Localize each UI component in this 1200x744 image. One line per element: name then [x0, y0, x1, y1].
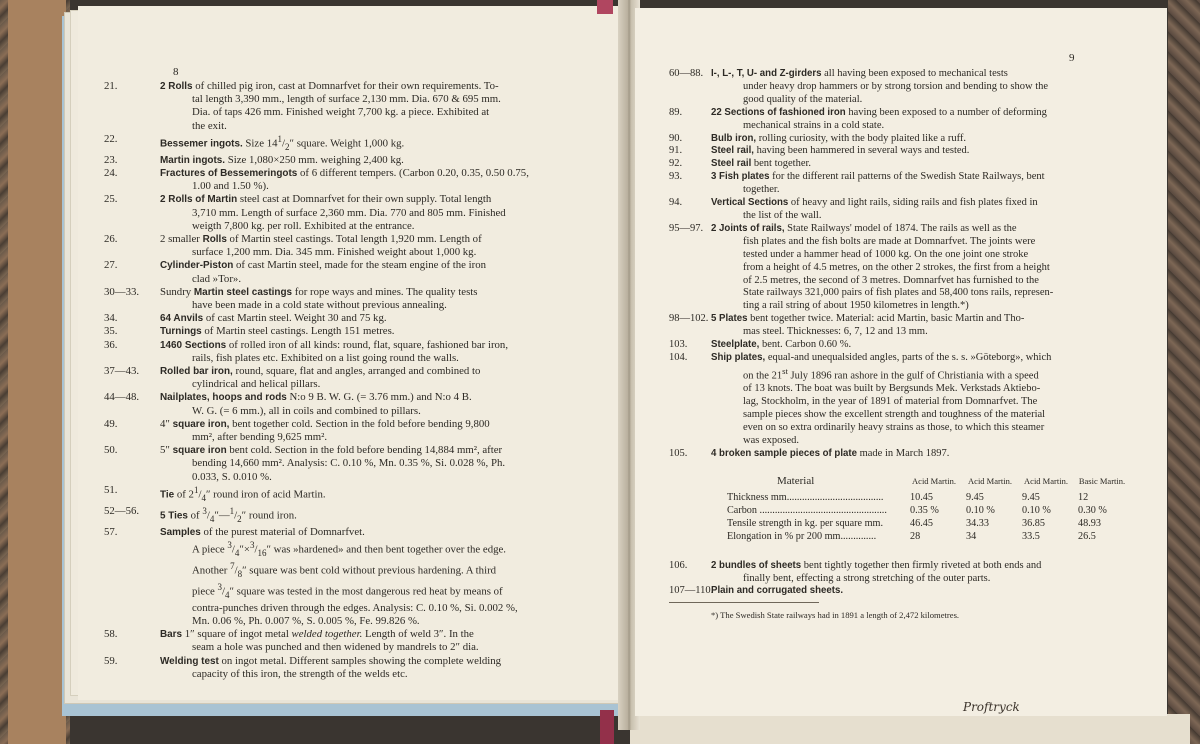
table-header-cell: Material [777, 474, 815, 487]
entry-text [711, 158, 1139, 171]
entry-line: 0.033, S. 0.010 %. [192, 470, 272, 483]
entry-text [160, 391, 607, 417]
entry-text [160, 154, 607, 167]
entry-line: 5″ square iron bent cold. Section in the fold before bending 14,884 mm², after [160, 444, 503, 457]
catalog-entry [104, 338, 607, 365]
entry-number: 26. [104, 232, 118, 245]
entry-text [160, 655, 607, 681]
table-cell: Thickness mm...................................... [727, 491, 884, 503]
entry-line: contra-punches driven through the edges. Analysis: C. 0.10 %, Si. 0.002 %, [192, 601, 518, 614]
entry-line: seam a hole was punched and then widened by mandrels to 2″ dia. [192, 641, 479, 654]
table-cell: 10.45 [910, 491, 933, 503]
entry-line: Sundry Martin steel castings for rope ways and mines. The quality tests [160, 285, 478, 298]
entry-line: 1460 Sections of rolled iron of all kinds: round, flat, square, fashioned bar iron, [160, 338, 509, 351]
entry-line: lag, Stockholm, in the year of 1891 of material from Domnarfvet. The [743, 396, 1038, 408]
entry-line: from a height of 4.5 metres, on the other 2 strokes, the first from a height [743, 261, 1050, 273]
entry-text [160, 484, 607, 505]
entry-number: 44—48. [104, 391, 140, 404]
table-cell: 36.85 [1022, 517, 1045, 529]
entry-line: of 2.5 metres, the second of 3 metres. Domnarfvet has furnished to the [743, 274, 1039, 286]
entry-text [160, 365, 607, 391]
entry-line: Dia. of taps 426 mm. Finished weight 7,700 kg. a piece. Exhibited at [192, 106, 490, 119]
entry-line: Samples of the purest material of Domnarfvet. [160, 525, 365, 538]
entry-number: 37—43. [104, 365, 140, 378]
entry-line: Steelplate, bent. Carbon 0.60 %. [711, 339, 852, 351]
entry-line: bending 14,660 mm². Analysis: C. 0.10 %, Mn. 0.35 %, Si. 0.028 %, Ph. [192, 457, 506, 470]
footnote: *) The Swedish State railways had in 1891 a length of 2,472 kilometres. [711, 610, 960, 621]
entry-text [160, 259, 607, 285]
handwritten-signature: Proftryck [963, 700, 1020, 714]
table-cell: 28 [910, 530, 921, 542]
entry-line: Tie of $2^1/_4''$ round iron of acid Martin. [160, 484, 326, 503]
entry-line: State railways 321,000 pairs of fish plates and 58,400 tons rails, represen- [743, 287, 1054, 299]
entry-number: 103. [669, 339, 688, 351]
entry-text [711, 145, 1139, 158]
entry-text [160, 418, 607, 444]
entry-line: 5 Plates bent together twice. Material: acid Martin, basic Martin and Tho- [711, 313, 1025, 325]
entry-line: Bulb iron, rolling curiosity, with the body plaited like a ruff. [711, 132, 967, 144]
entry-number: 50. [104, 444, 118, 457]
entry-line: 22 Sections of fashioned iron having been exposed to a number of deforming [711, 106, 1047, 118]
table-cell: 26.5 [1078, 530, 1096, 542]
table-cell: 34 [966, 530, 977, 542]
catalog-entry [104, 444, 607, 484]
entry-number: 60—88. [669, 68, 704, 79]
entry-line: Another $^7/_8''$ square was bent cold without previous hardening. A third [192, 560, 497, 579]
catalog-entry [104, 525, 607, 628]
right-page-number: 9 [1069, 52, 1075, 64]
entry-text [160, 286, 607, 312]
entry-line: 2 Joints of rails, State Railways' model of 1874. The rails as well as the [711, 222, 1017, 234]
catalog-entry [669, 339, 1139, 352]
catalog-entry [104, 312, 607, 325]
entry-line: Steel rail, having been hammered in several ways and tested. [711, 145, 970, 157]
catalog-entry [669, 133, 1139, 146]
entry-text [711, 448, 1139, 461]
table-header-cell: Basic Martin. [1078, 475, 1126, 486]
table-cell: 48.93 [1078, 517, 1101, 529]
entry-line: Welding test on ingot metal. Different samples showing the complete welding [160, 654, 502, 667]
entry-number: 49. [104, 417, 118, 430]
entry-text [160, 312, 607, 325]
entry-text [711, 68, 1139, 107]
entry-number: 35. [104, 325, 118, 338]
table-header-cell: Acid Martin. [912, 475, 956, 486]
entry-line: Fractures of Bessemeringots of 6 different tempers. (Carbon 0.20, 0.35, 0.50 0.75, [160, 166, 529, 179]
table-row [723, 505, 1130, 518]
table-cell: 9.45 [1022, 491, 1040, 503]
table-cell: 0.10 % [966, 504, 995, 516]
table-row [723, 518, 1130, 531]
catalog-entry [104, 232, 607, 259]
entry-line: good quality of the material. [743, 93, 863, 105]
entry-line: A piece $^3/_4''\times^3/_{16}''$ was »hardened» and then bent together over the edge. [192, 539, 507, 558]
entry-number: 58. [104, 628, 118, 641]
entry-number: 22. [104, 132, 118, 145]
entry-line: fish plates and the fish bolts are made at Domnarfvet. The joints were [743, 235, 1036, 247]
table-row [723, 492, 1130, 505]
entry-number: 106. [669, 559, 688, 571]
entry-number: 93. [669, 171, 683, 183]
catalog-entry [669, 448, 1139, 461]
catalog-entry [104, 483, 607, 505]
entry-line: Cylinder-Piston of cast Martin steel, made for the steam engine of the iron [160, 259, 487, 272]
table-header-cell: Acid Martin. [968, 475, 1012, 486]
table-cell: Tensile strength in kg. per square mm. [727, 517, 884, 529]
table-cell: Elongation in % pr 200 mm.............. [727, 530, 877, 542]
bookmark-ribbon-top [597, 0, 613, 14]
entry-line: weigth 7,800 kg. per roll. Exhibited at the entrance. [192, 219, 415, 232]
entry-text [160, 80, 607, 133]
entry-line: 2 Rolls of chilled pig iron, cast at Domnarfvet for their own requirements. To- [160, 80, 499, 92]
entry-text [160, 505, 607, 526]
entry-number: 51. [104, 483, 118, 496]
entry-number: 57. [104, 525, 118, 538]
bookmark-ribbon-bottom [600, 710, 614, 744]
entry-line: 4″ square iron, bent together cold. Section in the fold before bending 9,800 [160, 417, 490, 430]
table-cell: 34.33 [966, 517, 989, 529]
entry-line: under heavy drop hammers or by strong torsion and bending to show the [743, 80, 1049, 92]
entry-line: 2 Rolls of Martin steel cast at Domnarfvet for their own supply. Total length [160, 193, 492, 206]
entry-text [711, 197, 1139, 223]
table-cell: 46.45 [910, 517, 933, 529]
entry-number: 95—97. [669, 222, 704, 234]
entry-text [160, 193, 607, 233]
entry-line: mas steel. Thicknesses: 6, 7, 12 and 13 mm. [743, 326, 928, 338]
entry-line: I-, L-, T, U- and Z-girders all having been exposed to mechanical tests [711, 68, 1008, 79]
table-row [723, 531, 1130, 544]
entry-line: the list of the wall. [743, 209, 822, 221]
entry-text [711, 352, 1139, 448]
left-page [78, 6, 623, 700]
catalog-entry [669, 107, 1139, 133]
right-page [635, 8, 1167, 716]
entry-number: 30—33. [104, 285, 140, 298]
entry-number: 25. [104, 193, 118, 206]
entry-line: Turnings of Martin steel castings. Length 151 metres. [160, 325, 395, 338]
entry-number: 91. [669, 145, 683, 157]
table-cell: 33.5 [1022, 530, 1040, 542]
table-cell: 0.35 % [910, 504, 939, 516]
entry-text [160, 167, 607, 193]
catalog-entry [104, 417, 607, 444]
table-cell: 0.10 % [1022, 504, 1051, 516]
entry-line: Bars 1″ square of ingot metal welded together. Length of weld 3″. In the [160, 628, 474, 641]
entry-number: 36. [104, 338, 118, 351]
footnote-rule [669, 602, 819, 603]
entry-line: Nailplates, hoops and rods N:o 9 B. W. G. (= 3.76 mm.) and N:o 4 B. [160, 391, 472, 404]
entry-line: Plain and corrugated sheets. [711, 585, 844, 597]
catalog-entry [669, 560, 1139, 586]
table-cell: 12 [1078, 491, 1089, 503]
entry-number: 52—56. [104, 504, 140, 517]
right-entries [669, 68, 1139, 461]
entry-line: the exit. [192, 119, 227, 132]
table-cell: 0.30 % [1078, 504, 1107, 516]
entry-text [711, 171, 1139, 197]
entry-line: sample pieces show the excellent strength and toughness of the material [743, 409, 1046, 421]
entry-line: 5 Ties of $^3/_4''—^1/_2''$ round iron. [160, 505, 297, 524]
page-bottom-edge [630, 714, 1190, 744]
right-entries-after [669, 560, 1139, 599]
entry-line: 64 Anvils of cast Martin steel. Weight 30 and 75 kg. [160, 312, 387, 325]
entry-line: 3 Fish plates for the different rail patterns of the Swedish State Railways, bent [711, 171, 1045, 183]
entry-line: Ship plates, equal-and unequalsided angles, parts of the s. s. »Göteborg», which [711, 351, 1052, 363]
entry-number: 21. [104, 80, 118, 92]
entry-line: W. G. (= 6 mm.), all in coils and combined to pillars. [192, 404, 421, 417]
entry-number: 107—110. [669, 585, 714, 597]
entry-text [711, 223, 1139, 313]
entry-line: 3,710 mm. Length of surface 2,360 mm. Dia. 770 and 805 mm. Finished [192, 206, 506, 219]
entry-number: 24. [104, 166, 118, 179]
test-results-table [723, 475, 1130, 544]
catalog-entry [669, 158, 1139, 171]
entry-text [160, 133, 607, 154]
table-header-cell: Acid Martin. [1024, 475, 1068, 486]
table-cell: 9.45 [966, 491, 984, 503]
entry-text [711, 133, 1139, 146]
catalog-entry [104, 259, 607, 285]
entry-text [711, 107, 1139, 133]
entry-text [711, 560, 1139, 586]
table-cell: Carbon .................................................. [727, 504, 887, 516]
entry-line: Bessemer ingots. Size $14^1/_2''$ square. Weight 1,000 kg. [160, 133, 405, 152]
entry-line: even on so extra ordinarily heavy strains as those, to which this steamer [743, 421, 1045, 433]
entry-line: surface 1,200 mm. Dia. 345 mm. Finished weight about 1,000 kg. [192, 246, 477, 259]
entry-text [160, 444, 607, 484]
catalog-entry [669, 585, 1139, 598]
entry-line: mechanical strains in a cold state. [743, 119, 885, 131]
left-entries [104, 80, 607, 681]
entry-line: tested under a hammer head of 1000 kg. On the one joint one stroke [743, 248, 1029, 260]
catalog-entry [104, 193, 607, 233]
catalog-entry [104, 132, 607, 154]
catalog-entry [669, 171, 1139, 197]
entry-line: cylindrical and helical pillars. [192, 378, 321, 391]
entry-text [160, 526, 607, 628]
entry-line: was exposed. [743, 434, 799, 446]
entry-text [160, 628, 607, 654]
entry-line: have been made in a cold state without previous annealing. [192, 299, 447, 311]
catalog-entry [669, 68, 1139, 107]
entry-line: together. [743, 184, 780, 196]
entry-line: mm², after bending 9,625 mm². [192, 431, 328, 444]
entry-line: finally bent, effecting a strong stretching of the outer parts. [743, 572, 991, 584]
entry-text [160, 325, 607, 338]
entry-line: Mn. 0.06 %, Ph. 0.007 %, S. 0.005 %, Fe. 99.826 %. [192, 615, 420, 628]
entry-line: piece $^3/_4''$ square was tested in the most dangerous red heat by means of [192, 581, 503, 600]
entry-line: tal length 3,390 mm., length of surface 2,130 mm. Dia. 670 & 695 mm. [192, 93, 501, 106]
catalog-entry [104, 628, 607, 654]
entry-number: 105. [669, 447, 688, 459]
entry-number: 27. [104, 259, 118, 272]
entry-line: Martin ingots. Size 1,080×250 mm. weighing 2,400 kg. [160, 153, 404, 166]
catalog-entry [669, 197, 1139, 223]
entry-line: Vertical Sections of heavy and light rails, siding rails and fish plates fixed in [711, 197, 1038, 209]
entry-line: Steel rail bent together. [711, 158, 812, 170]
entry-line: 2 bundles of sheets bent tightly together then firmly riveted at both ends and [711, 559, 1042, 571]
catalog-entry [669, 352, 1139, 448]
entry-number: 104. [669, 351, 688, 363]
entry-number: 34. [104, 312, 118, 325]
entry-line: capacity of this iron, the strength of the welds etc. [192, 667, 408, 680]
catalog-entry [104, 153, 607, 167]
entry-line: 1.00 and 1.50 %). [192, 180, 269, 193]
entry-number: 90. [669, 132, 683, 144]
left-page-number: 8 [173, 66, 179, 78]
entry-line: 4 broken sample pieces of plate made in March 1897. [711, 447, 950, 459]
entry-text [160, 233, 607, 259]
catalog-entry [104, 166, 607, 193]
entry-text [711, 585, 1139, 598]
entry-number: 98—102. [669, 313, 709, 325]
catalog-entry [104, 654, 607, 681]
entry-line: of 13 knots. The boat was built by Bergsunds Mek. Verkstads Aktiebo- [743, 383, 1041, 395]
catalog-entry [104, 504, 607, 526]
catalog-entry [104, 80, 607, 133]
entry-line: Rolled bar iron, round, square, flat and angles, arranged and combined to [160, 365, 481, 378]
cover-edge-left [8, 0, 66, 744]
entry-line: clad »Tor». [192, 272, 242, 285]
entry-number: 94. [669, 197, 683, 209]
entry-text [711, 339, 1139, 352]
entry-line: on the 21st July 1896 ran ashore in the gulf of Christiania with a speed [743, 365, 1039, 382]
entry-text [711, 313, 1139, 339]
catalog-entry [104, 325, 607, 338]
catalog-entry [104, 391, 607, 417]
catalog-entry [669, 223, 1139, 313]
entry-number: 89. [669, 106, 683, 118]
entry-line: ting a rail string of about 1950 kilometres in length.*) [743, 300, 969, 312]
catalog-entry [669, 313, 1139, 339]
cover-marbled-right [1168, 0, 1200, 744]
entry-line: 2 smaller Rolls of Martin steel castings. Total length 1,920 mm. Length of [160, 232, 482, 245]
table-body [723, 492, 1130, 544]
entry-line: rails, fish plates etc. Exhibited on a list going round the walls. [192, 351, 459, 364]
entry-number: 59. [104, 654, 118, 667]
entry-text [160, 339, 607, 365]
entry-number: 92. [669, 158, 683, 170]
table-header-row [723, 475, 1130, 492]
catalog-entry [104, 285, 607, 312]
entry-number: 23. [104, 153, 118, 166]
catalog-entry [104, 365, 607, 391]
catalog-entry [669, 145, 1139, 158]
